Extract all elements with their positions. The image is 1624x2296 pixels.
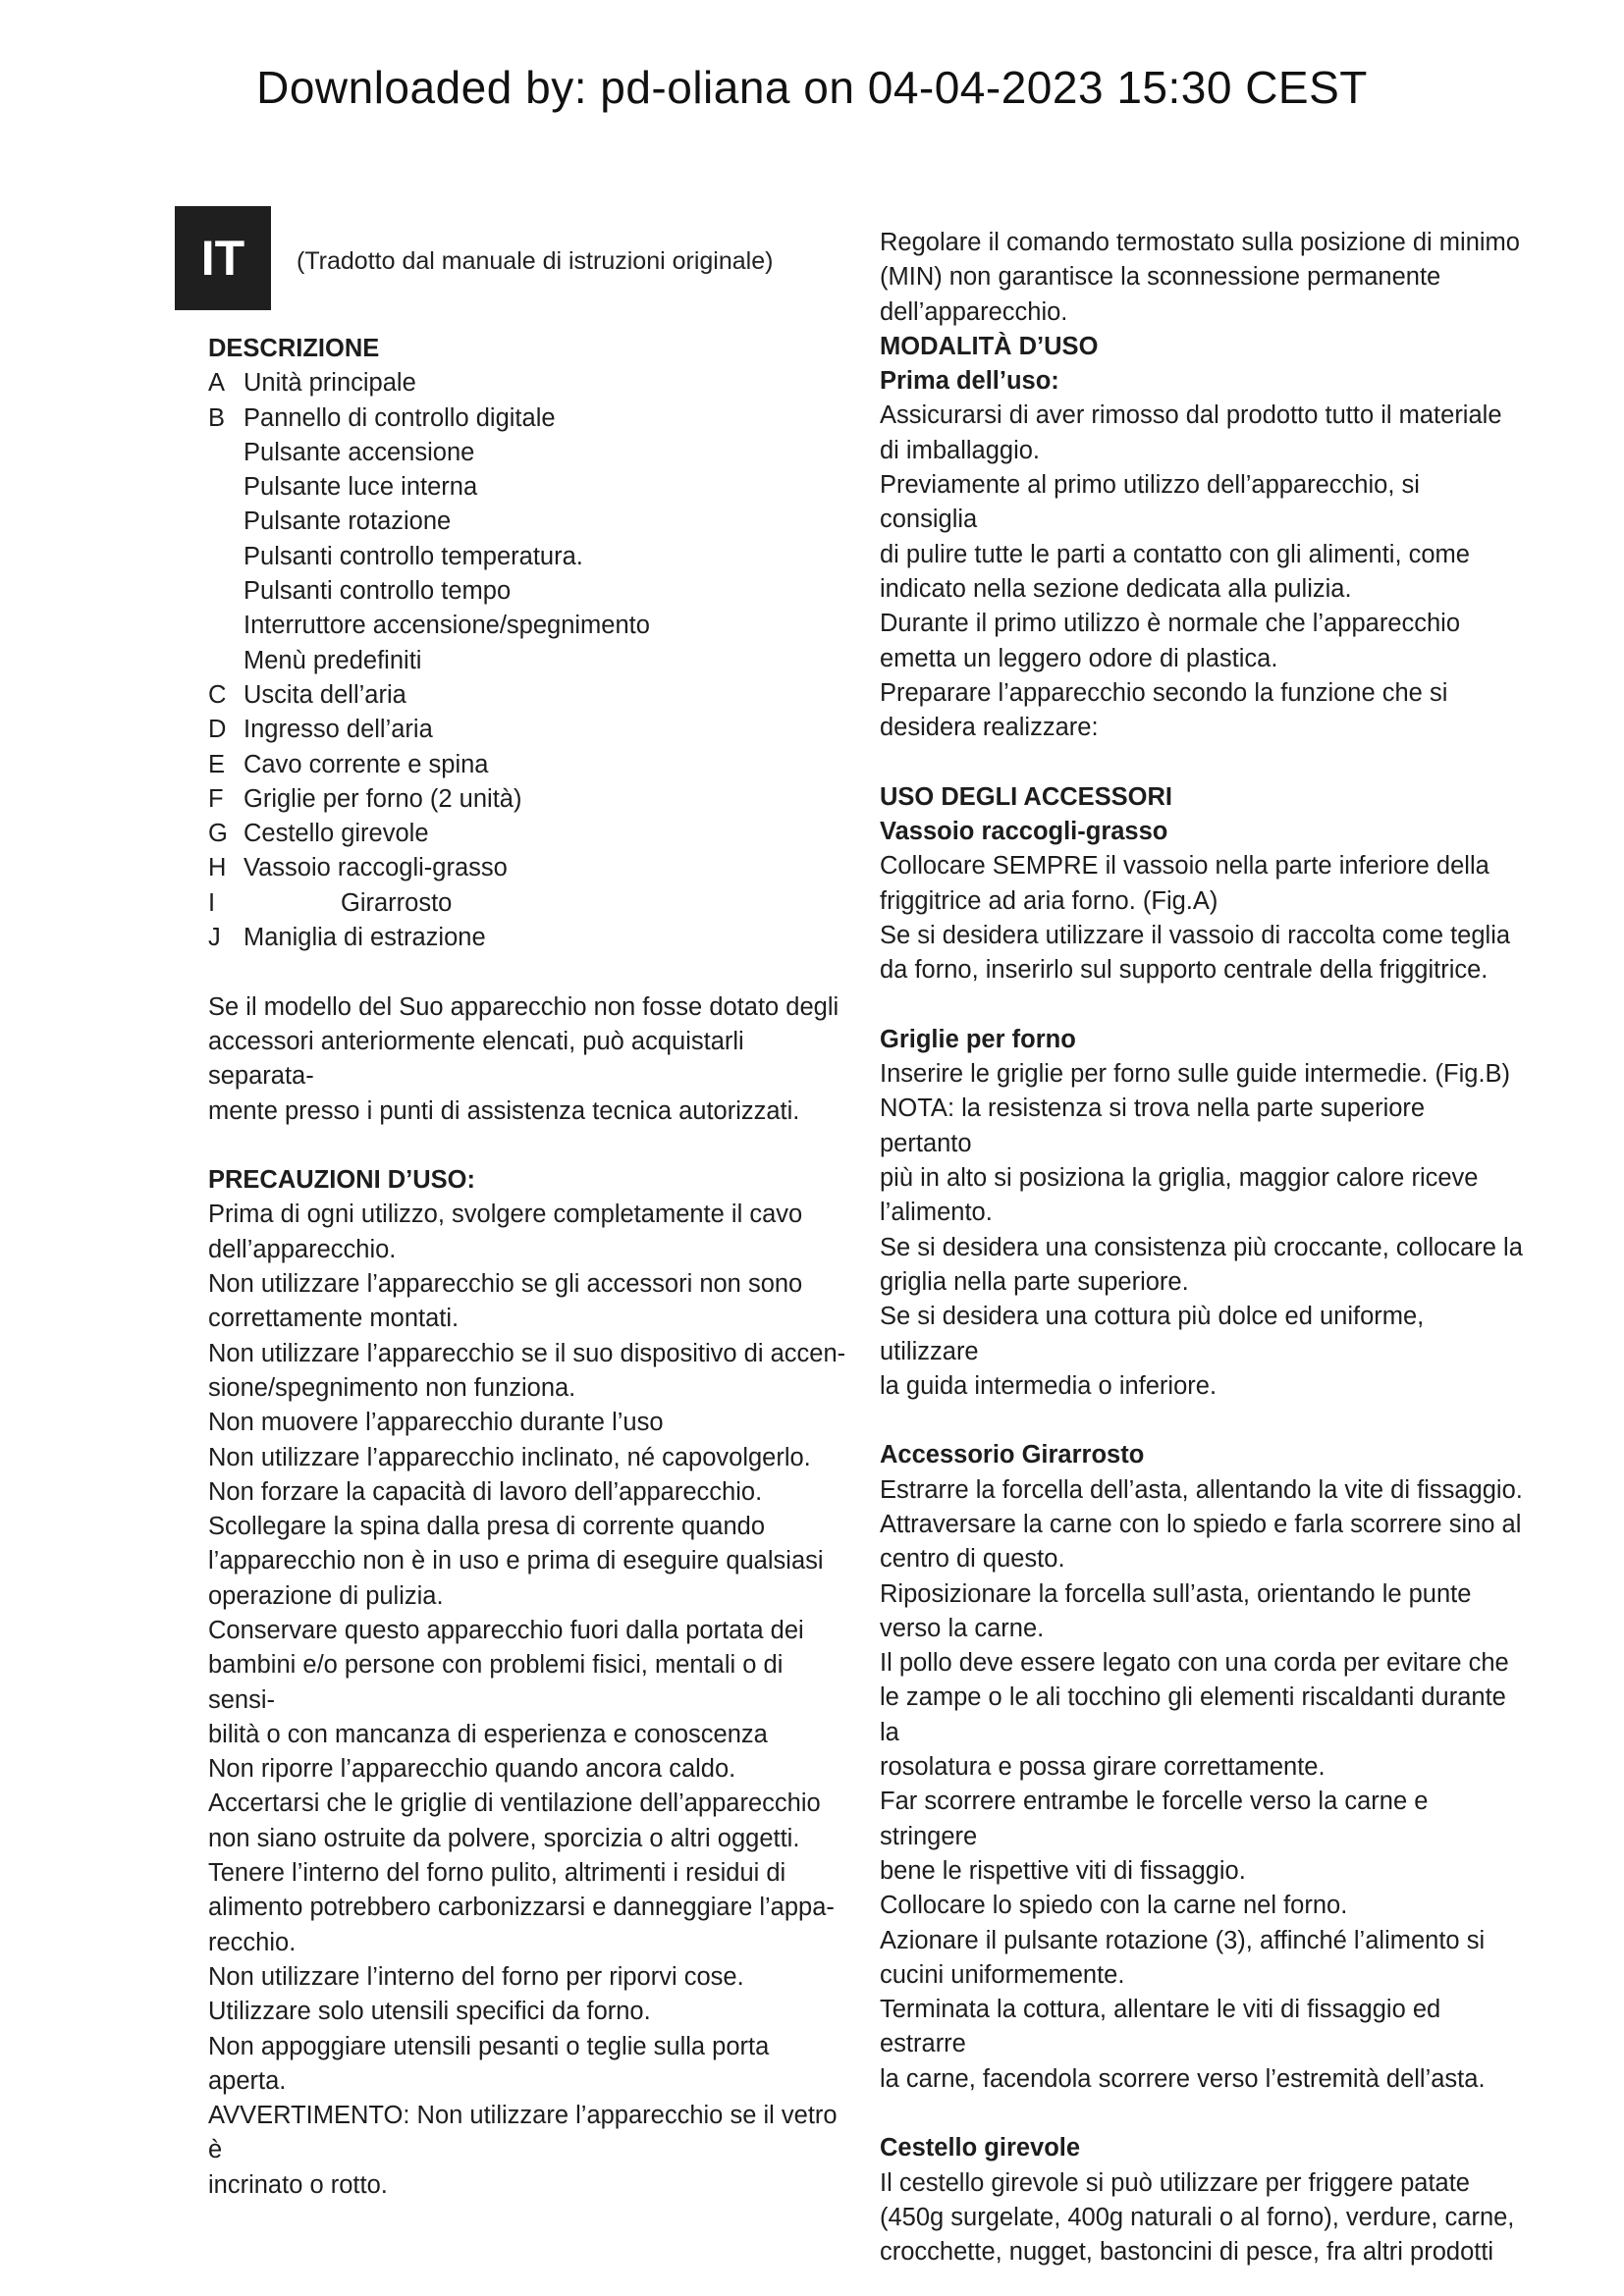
text-line: Regolare il comando termostato sulla posizione di minimo: [880, 229, 1520, 256]
racks-text: [880, 1057, 1523, 1404]
parts-list: [208, 366, 846, 955]
text-line: griglia nella parte superiore.: [880, 1267, 1189, 1296]
text-line: accessori anteriormente elencati, può acquistarli separata-: [208, 1027, 744, 1091]
text-line: operazione di pulizia.: [208, 1581, 444, 1610]
text-line: Terminata la cottura, allentare le viti di fissaggio ed estrarre: [880, 1996, 1441, 2058]
part-label: Maniglia di estrazione: [244, 924, 486, 952]
text-line: Inserire le griglie per forno sulle guide intermedie. (Fig.B): [880, 1060, 1511, 1089]
part-letter: C: [208, 680, 227, 709]
text-line: le zampe o le ali tocchino gli elementi riscaldanti durante la: [880, 1683, 1506, 1746]
text-line: verso la carne.: [880, 1614, 1045, 1642]
panel-subitem: Pulsanti controllo temperatura.: [244, 542, 583, 570]
before-use-text: [880, 399, 1523, 745]
part-label: Pannello di controllo digitale: [244, 403, 556, 432]
text-line: dell’apparecchio.: [880, 297, 1068, 326]
text-line: Non riporre l’apparecchio quando ancora caldo.: [208, 1755, 736, 1784]
part-label: Uscita dell’aria: [244, 680, 406, 709]
text-line: Far scorrere entrambe le forcelle verso la carne e stringere: [880, 1788, 1429, 1850]
text-line: Collocare lo spiedo con la carne nel forno.: [880, 1892, 1348, 1920]
text-line: Utilizzare solo utensili specifici da forno.: [208, 1998, 651, 2026]
text-line: Non forzare la capacità di lavoro dell’apparecchio.: [208, 1477, 763, 1506]
panel-subitem: Interruttore accensione/spegnimento: [244, 612, 650, 640]
part-item: [208, 782, 846, 817]
text-line: Se si desidera utilizzare il vassoio di raccolta come teglia: [880, 921, 1511, 949]
language-badge: IT: [175, 206, 271, 310]
part-label: Girarrosto: [341, 888, 453, 917]
text-line: Il cestello girevole si può utilizzare per friggere patate: [880, 2168, 1470, 2197]
subsection-title-vassoio: Vassoio raccogli-grasso: [880, 818, 1168, 846]
text-line: Previamente al primo utilizzo dell’apparecchio, si consiglia: [880, 471, 1420, 534]
part-item: [208, 851, 846, 885]
rotisserie-text: [880, 1473, 1523, 2097]
part-letter: F: [208, 784, 224, 813]
subsection-title-girarrosto: Accessorio Girarrosto: [880, 1441, 1145, 1469]
part-item: [208, 401, 846, 436]
download-stamp: Downloaded by: pd-oliana on 04-04-2023 15:30 CEST: [256, 62, 1368, 113]
text-line: sione/spegnimento non funziona.: [208, 1373, 576, 1402]
text-line: Non utilizzare l’apparecchio inclinato, né capovolgerlo.: [208, 1443, 811, 1471]
part-label: Cestello girevole: [244, 820, 429, 848]
text-line: indicato nella sezione dedicata alla pulizia.: [880, 574, 1352, 603]
text-line: dell’apparecchio.: [208, 1235, 397, 1263]
text-line: friggitrice ad aria forno. (Fig.A): [880, 886, 1218, 915]
text-line: bene le rispettive viti di fissaggio.: [880, 1856, 1246, 1885]
subsection-title-griglie: Griglie per forno: [880, 1025, 1076, 1053]
text-line: da forno, inserirlo sul supporto centrale della friggitrice.: [880, 956, 1489, 985]
text-line: Non utilizzare l’apparecchio se il suo dispositivo di accen-: [208, 1339, 846, 1367]
part-label: Vassoio raccogli-grasso: [244, 854, 508, 882]
text-line: Conservare questo apparecchio fuori dalla portata dei: [208, 1616, 804, 1644]
right-column: [880, 226, 1523, 2270]
text-line: alimento potrebbero carbonizzarsi e danneggiare l’appa-: [208, 1894, 835, 1922]
text-line: Non utilizzare l’interno del forno per riporvi cose.: [208, 1962, 744, 1991]
text-line: Durante il primo utilizzo è normale che l’apparecchio: [880, 610, 1461, 638]
text-line: bambini e/o persone con problemi fisici, mentali o di sensi-: [208, 1651, 784, 1714]
text-line: Attraversare la carne con lo spiedo e farla scorrere sino al: [880, 1510, 1522, 1538]
text-line: Il pollo deve essere legato con una corda per evitare che: [880, 1649, 1509, 1678]
panel-subitem: Pulsante accensione: [244, 438, 475, 466]
text-line: cucini uniformemente.: [880, 1960, 1125, 1989]
part-item: [208, 921, 846, 955]
text-line: Accertarsi che le griglie di ventilazione dell’apparecchio: [208, 1789, 821, 1818]
text-line: bilità o con mancanza di esperienza e conoscenza: [208, 1720, 768, 1748]
text-line: Non appoggiare utensili pesanti o teglie sulla porta aperta.: [208, 2032, 770, 2095]
part-item: [208, 713, 846, 747]
text-line: di imballaggio.: [880, 436, 1041, 464]
translation-note: (Tradotto dal manuale di istruzioni originale): [297, 247, 774, 275]
part-item: [208, 678, 846, 713]
text-line: crocchette, nugget, bastoncini di pesce, fra altri prodotti: [880, 2238, 1494, 2267]
text-line: Se il modello del Suo apparecchio non fosse dotato degli: [208, 992, 839, 1021]
part-letter: E: [208, 750, 226, 778]
part-label: Griglie per forno (2 unità): [244, 784, 522, 813]
part-label: Unità principale: [244, 369, 416, 398]
panel-subitem: Menù predefiniti: [244, 646, 422, 674]
text-line: desidera realizzare:: [880, 714, 1099, 742]
text-line: rosolatura e possa girare correttamente.: [880, 1753, 1326, 1782]
basket-text: [880, 2166, 1523, 2270]
text-line: non siano ostruite da polvere, sporcizia o altri oggetti.: [208, 1824, 800, 1852]
text-line: Azionare il pulsante rotazione (3), affinché l’alimento si: [880, 1926, 1486, 1954]
section-title-precauzioni: PRECAUZIONI D’USO:: [208, 1166, 476, 1195]
text-line: Assicurarsi di aver rimosso dal prodotto tutto il materiale: [880, 401, 1502, 430]
panel-subitem: Pulsanti controllo tempo: [244, 577, 512, 606]
text-line: emetta un leggero odore di plastica.: [880, 644, 1278, 672]
part-item: [208, 366, 846, 400]
part-label: Ingresso dell’aria: [244, 716, 433, 744]
text-line: Collocare SEMPRE il vassoio nella parte inferiore della: [880, 852, 1489, 881]
text-line: Preparare l’apparecchio secondo la funzione che si: [880, 678, 1448, 707]
text-line: l’alimento.: [880, 1199, 993, 1227]
text-line: la carne, facendola scorrere verso l’estremità dell’asta.: [880, 2064, 1486, 2093]
part-letter: I: [208, 888, 216, 917]
text-line: correttamente montati.: [208, 1305, 460, 1333]
part-letter: B: [208, 403, 226, 432]
text-line: Se si desidera una consistenza più croccante, collocare la: [880, 1233, 1523, 1261]
text-line: Tenere l’interno del forno pulito, altrimenti i residui di: [208, 1859, 786, 1888]
text-line: NOTA: la resistenza si trova nella parte superiore pertanto: [880, 1095, 1426, 1157]
text-line: mente presso i punti di assistenza tecnica autorizzati.: [208, 1096, 800, 1125]
section-title-descrizione: DESCRIZIONE: [208, 335, 380, 362]
part-item: [208, 886, 846, 921]
text-line: Se si desidera una cottura più dolce ed uniforme, utilizzare: [880, 1303, 1425, 1365]
text-line: centro di questo.: [880, 1545, 1065, 1574]
text-line: recchio.: [208, 1928, 297, 1956]
part-item: [208, 748, 846, 782]
precautions-text: [208, 1198, 846, 2203]
text-line: l’apparecchio non è in uso e prima di eseguire qualsiasi: [208, 1547, 824, 1575]
panel-subitem: Pulsante luce interna: [244, 473, 478, 502]
text-line: Riposizionare la forcella sull’asta, orientando le punte: [880, 1579, 1472, 1608]
part-letter: H: [208, 854, 227, 882]
part-label: Cavo corrente e spina: [244, 750, 489, 778]
section-title-uso-accessori: USO DEGLI ACCESSORI: [880, 782, 1173, 811]
panel-subitem: Pulsante rotazione: [244, 507, 452, 536]
part-letter: G: [208, 820, 228, 848]
subsection-title-cestello: Cestello girevole: [880, 2134, 1081, 2163]
text-line: (450g surgelate, 400g naturali o al forno), verdure, carne,: [880, 2203, 1515, 2231]
text-line: Scollegare la spina dalla presa di corrente quando: [208, 1513, 766, 1541]
text-line: Prima di ogni utilizzo, svolgere completamente il cavo: [208, 1201, 803, 1229]
text-line: Non muovere l’apparecchio durante l’uso: [208, 1409, 664, 1437]
text-line: incrinato o rotto.: [208, 2170, 388, 2199]
part-letter: A: [208, 369, 226, 398]
text-line: Estrarre la forcella dell’asta, allentando la vite di fissaggio.: [880, 1475, 1523, 1504]
thermostat-note: [880, 226, 1523, 330]
part-letter: J: [208, 924, 221, 952]
subsection-title-prima: Prima dell’uso:: [880, 367, 1059, 396]
text-line: più in alto si posiziona la griglia, maggior calore riceve: [880, 1164, 1479, 1193]
part-item: [208, 817, 846, 851]
text-line: la guida intermedia o inferiore.: [880, 1371, 1218, 1400]
left-column: [208, 332, 846, 2203]
text-line: di pulire tutte le parti a contatto con gli alimenti, come: [880, 540, 1470, 568]
part-letter: D: [208, 716, 227, 744]
text-line: AVVERTIMENTO: Non utilizzare l’apparecchio se il vetro è: [208, 2102, 838, 2164]
text-line: Non utilizzare l’apparecchio se gli accessori non sono: [208, 1270, 803, 1299]
accessories-note: [208, 990, 846, 1129]
tray-text: [880, 849, 1523, 988]
text-line: (MIN) non garantisce la sconnessione permanente: [880, 263, 1441, 292]
section-title-modalita: MODALITÀ D’USO: [880, 332, 1099, 360]
